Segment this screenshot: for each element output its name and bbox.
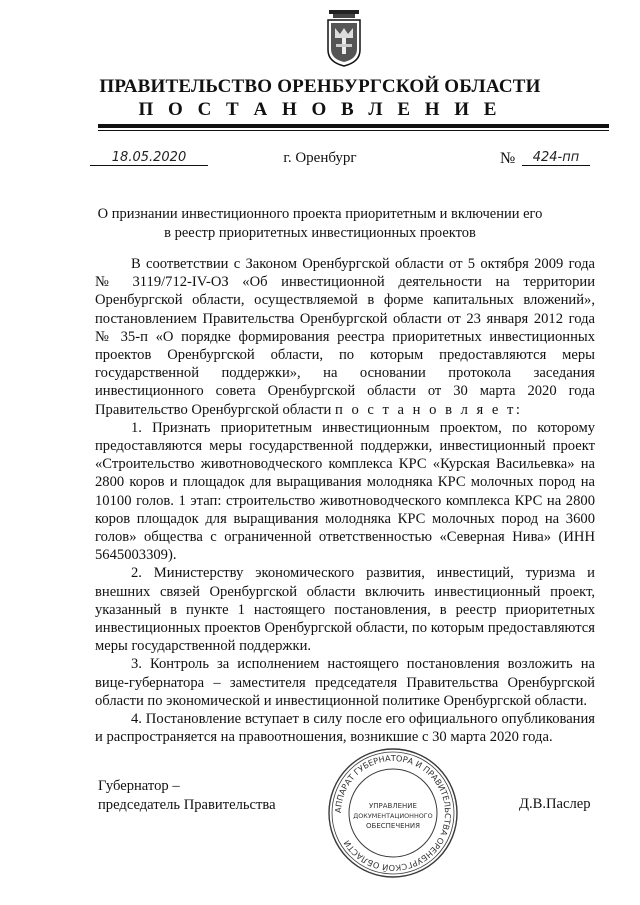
clause-paragraph: 4. Постановление вступает в силу после его официального опубликования и распространяется на правоотношения, возникшие с 30 марта 2020 года. (95, 711, 595, 746)
document-type-title: П О С Т А Н О В Л Е Н И Е (138, 99, 502, 120)
signatory-name: Д.В.Паслер (519, 796, 591, 812)
signatory-title-line: Губернатор – (98, 778, 180, 794)
resolves-text: п о с т а н о в л я е т: (335, 401, 523, 418)
document-city: г. Оренбург (283, 150, 357, 166)
stamp-center-line: ДОКУМЕНТАЦИОННОГО (353, 812, 433, 820)
stamp-center-line: ОБЕСПЕЧЕНИЯ (366, 822, 420, 830)
stamp-center-line: УПРАВЛЕНИЕ (369, 802, 417, 810)
clause-paragraph: 1. Признать приоритетным инвестиционным проектом, по которому предоставляются меры государственной поддержки, инвестиционный проект «Строительство животноводческого комплекса КРС «Курская Васильевка» на 2800 коров и площадок для выращивания молодняка КРС молочных пород на 10100 голов. 1 этап: строительство животноводческого комплекса КРС на 2800 коров площадок для выращивания молодняка КРС молочных пород на 3600 голов» общества с ограниченной ответственностью «Северная Нива» (ИНН 5645003309). (95, 419, 595, 564)
header-divider-thin (98, 130, 609, 131)
clause-paragraph: 3. Контроль за исполнением настоящего постановления возложить на вице-губернатора – заместителя председателя Правительства Оренбургской области по экономической и инвестиционной политике Оренбургской области. (95, 656, 595, 709)
document-date: 18.05.2020 (90, 150, 208, 166)
signatory-title (98, 777, 276, 815)
document-subject (80, 205, 560, 243)
stamp-ring-text: АППАРАТ ГУБЕРНАТОРА И ПРАВИТЕЛЬСТВА ОРЕНБУРГСКОЙ ОБЛАСТИ (332, 752, 454, 874)
subject-line: О признании инвестиционного проекта приоритетным и включении его (97, 206, 543, 222)
number-label: № (500, 150, 516, 167)
header-divider-thick (98, 124, 609, 128)
preamble-text: В соответствии с Законом Оренбургской области от 5 октября 2009 года № 3119/712-IV-ОЗ «Об инвестиционной деятельности на территории Оренбургской области, осуществляемой в форме капитальных вложений», постановлением Правительства Оренбургской области от 23 января 2012 года № 35-п «О порядке формирования реестра приоритетных инвестиционных проектов Оренбургской области, по которым предоставляются меры государственной поддержки», на основании протокола заседания инвестиционного совета Оренбургской области от 30 марта 2020 года Правительство Оренбургской области (95, 256, 595, 418)
organization-title: ПРАВИТЕЛЬСТВО ОРЕНБУРГСКОЙ ОБЛАСТИ (99, 76, 541, 97)
document-number: 424-пп (522, 150, 590, 166)
signatory-title-line: председатель Правительства (98, 797, 276, 813)
document-body (95, 255, 595, 746)
preamble-paragraph (95, 255, 595, 419)
subject-line: в реестр приоритетных инвестиционных проектов (164, 225, 476, 241)
coat-of-arms-icon (325, 8, 363, 68)
clause-paragraph: 2. Министерству экономического развития, инвестиций, туризма и внешних связей Оренбургской области включить инвестиционный проект, указанный в пункте 1 настоящего постановления, в реестр приоритетных инвестиционных проектов Оренбургской области, по которым предоставляются меры государственной поддержки. (95, 565, 595, 655)
official-stamp (326, 746, 460, 880)
